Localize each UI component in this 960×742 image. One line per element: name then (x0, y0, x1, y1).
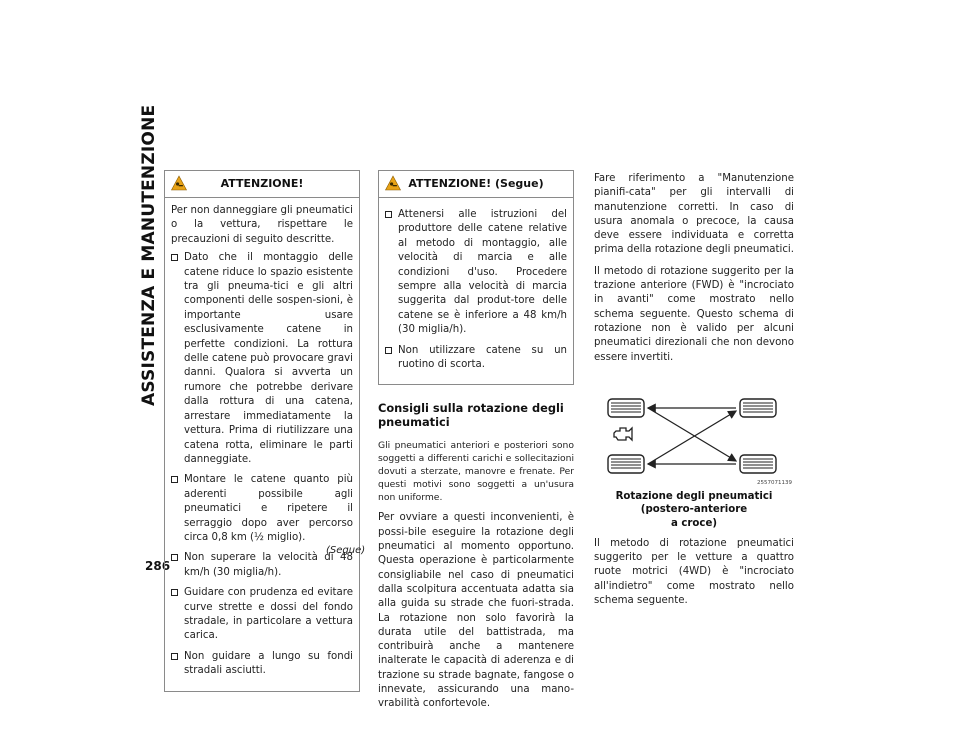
warning-box-2 (378, 170, 574, 385)
column-2 (378, 170, 574, 719)
list-item: Guidare con prudenza ed evitare curve strette e dossi del fondo stradale, in particolare a vettura carica. (171, 586, 353, 644)
column-3 (594, 172, 794, 615)
list-item: Montare le catene quanto più aderenti possibile agli pneumatici e ripetere il serraggio dopo aver percorso circa 0,8 km (½ miglio). (171, 473, 353, 545)
warning-triangle-icon (171, 175, 187, 191)
checkbox-bullet-icon (171, 254, 178, 261)
checkbox-bullet-icon (385, 347, 392, 354)
section-heading: Consigli sulla rotazione degli pneumatici (378, 401, 564, 430)
page-number: 286 (145, 559, 171, 573)
warning-title-1: ATTENZIONE! (220, 177, 304, 190)
checkbox-bullet-icon (171, 476, 178, 483)
checkbox-bullet-icon (385, 211, 392, 218)
rotation-arrow-cross-3 (648, 408, 736, 461)
section-paragraph-2: Per ovviare a questi inconvenienti, è possi-bile eseguire la rotazione degli pneumatici al momento opportuno. Questa operazione è particolarmente consigliabile nel caso di pneumatici dalla scolpitura accentuata adatta sia alla guida su strade che fuori-strada. La rotazione non solo favorirà la durata utile del battistrada, ma contribuirà anche a mantenere inalterate le capacità di aderenza e di trazione su strade bagnate, fangose o innevate, assicurando una mano-vrabilità confortevole. (378, 512, 574, 710)
right-paragraph-2: Il metodo di rotazione suggerito per la trazione anteriore (FWD) è "incrociato in avanti" come mostrato nello schema seguente. Questo schema di rotazione non è valido per alcuni pneumatici direzionali che non devono essere invertiti. (594, 265, 794, 363)
tire-rear-left (608, 455, 644, 473)
warning-body-1 (165, 198, 359, 691)
warning-header-2 (379, 171, 573, 198)
list-item: Non utilizzare catene su un ruotino di scorta. (385, 344, 567, 373)
list-item: Non superare la velocità di 48 km/h (30 miglia/h). (171, 551, 353, 580)
warning-box-1 (164, 170, 360, 692)
column-1 (164, 170, 360, 692)
section-paragraph-1: Gli pneumatici anteriori e posteriori sono soggetti a differenti carichi e sollecitazioni dovuti a sterzate, manovre e frenate. Per questi motivi sono soggetti a un'usura non uniforme. (378, 440, 574, 504)
tire-rear-right (740, 455, 776, 473)
warning-title-2: ATTENZIONE! (Segue) (408, 177, 544, 190)
list-item: Non guidare a lungo su fondi stradali asciutti. (171, 650, 353, 679)
figure-caption: Rotazione degli pneumatici (postero-anteriore a croce) (615, 490, 773, 530)
rotation-arrow-cross-1 (648, 411, 736, 464)
right-paragraph-1: Fare riferimento a "Manutenzione pianifi-cata" per gli intervalli di manutenzione corretti. In caso di usura anomala o precoce, la causa deve essere individuata e corretta prima della rotazione degli pneumatici. (594, 173, 794, 256)
tire-rotation-diagram (594, 391, 794, 486)
tire-front-left (608, 399, 644, 417)
checkbox-bullet-icon (171, 653, 178, 660)
figure-code: 2557071139 (757, 479, 792, 486)
warning-triangle-icon (385, 175, 401, 191)
right-paragraph-3: Il metodo di rotazione pneumatici suggerito per le vetture a quattro ruote motrici (4WD) è "incrociato all'indietro" come mostrato nello schema seguente. (594, 537, 794, 606)
warning-header-1 (165, 171, 359, 198)
checkbox-bullet-icon (171, 554, 178, 561)
continued-label: (Segue) (326, 545, 366, 556)
warning-intro: Per non danneggiare gli pneumatici o la vettura, rispettare le precauzioni di seguito descritte. (171, 205, 353, 245)
engine-icon (614, 428, 632, 440)
list-item: Dato che il montaggio delle catene riduce lo spazio esistente tra gli pneuma-tici e gli altri componenti delle sospen-sioni, è importante usare esclusivamente catene in perfette condizioni. La rottura delle catene può provocare gravi danni. Qualora si avverta un rumore che potrebbe derivare dalla rottura di una catena, arrestare immediatamente la vettura. Prima di riutilizzare una catena rotta, eliminare le parti danneggiate. (171, 251, 353, 467)
section-tab: ASSISTENZA E MANUTENZIONE (139, 104, 159, 406)
list-item: Attenersi alle istruzioni del produttore delle catene relative al metodo di montaggio, alle velocità di marcia e alle condizioni d'uso. Procedere sempre alla velocità di marcia suggerita dal produt-tore delle catene se è inferiore a 48 km/h (30 miglia/h). (385, 208, 567, 338)
tire-front-right (740, 399, 776, 417)
tire-rotation-svg (594, 391, 794, 486)
warning-body-2 (379, 198, 573, 384)
checkbox-bullet-icon (171, 589, 178, 596)
